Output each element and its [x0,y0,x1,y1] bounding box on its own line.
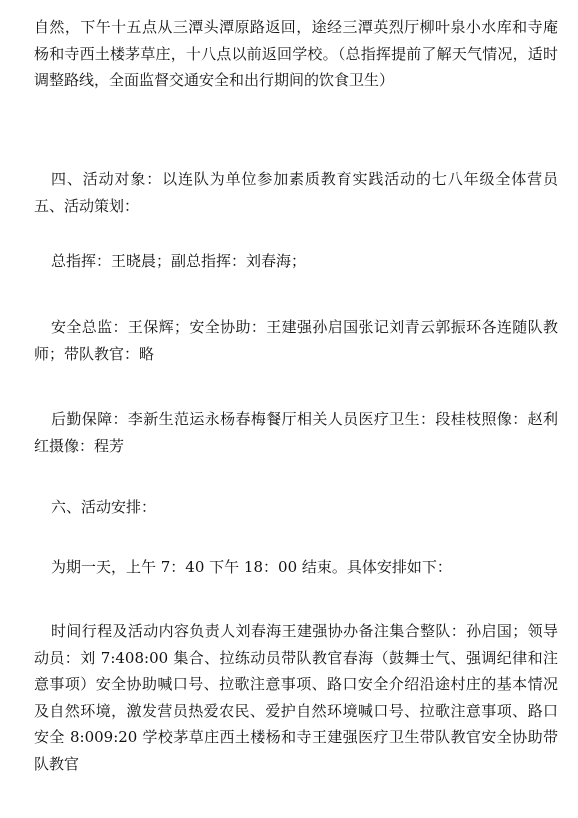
paragraph-safety: 安全总监：王保辉；安全协助：王建强孙启国张记刘青云郭振环各连随队教师；带队教官：略 [34,318,558,363]
paragraph-itinerary: 时间行程及活动内容负责人刘春海王建强协办备注集合整队：孙启国；领导动员：刘 7:408:00 集合、拉练动员带队教官春海（鼓舞士气、强调纪律和注意事项）安全协助喊口号、拉歌注意事项、路口安全介绍沿途村庄的基本情况及自然环境，激发营员热爱农民、爱护自然环境喊口号、拉歌注意事项、路口安全 8:009:20 学校茅草庄西土楼杨和寺王建强医疗卫生带队教官安全协助带队教官 [34,622,558,773]
paragraph-activity-target: 四、活动对象：以连队为单位参加素质教育实践活动的七八年级全体营员五、活动策划： [34,170,558,215]
paragraph-logistics: 后勤保障：李新生范运永杨春梅餐厅相关人员医疗卫生：段桂枝照像：赵利红摄像：程芳 [34,410,558,455]
paragraph-return-route: 自然，下午十五点从三潭头潭原路返回，途经三潭英烈厅柳叶泉小水库和寺庵杨和寺西土楼茅草庄，十八点以前返回学校。（总指挥提前了解天气情况，适时调整路线，全面监督交通安全和出行期间的饮食卫生） [34,18,558,89]
paragraph-schedule-heading: 六、活动安排： [51,498,157,516]
paragraph-duration: 为期一天，上午 7：40 下午 18：00 结束。具体安排如下： [51,558,452,576]
paragraph-commander: 总指挥：王晓晨；副总指挥：刘春海； [51,252,307,270]
